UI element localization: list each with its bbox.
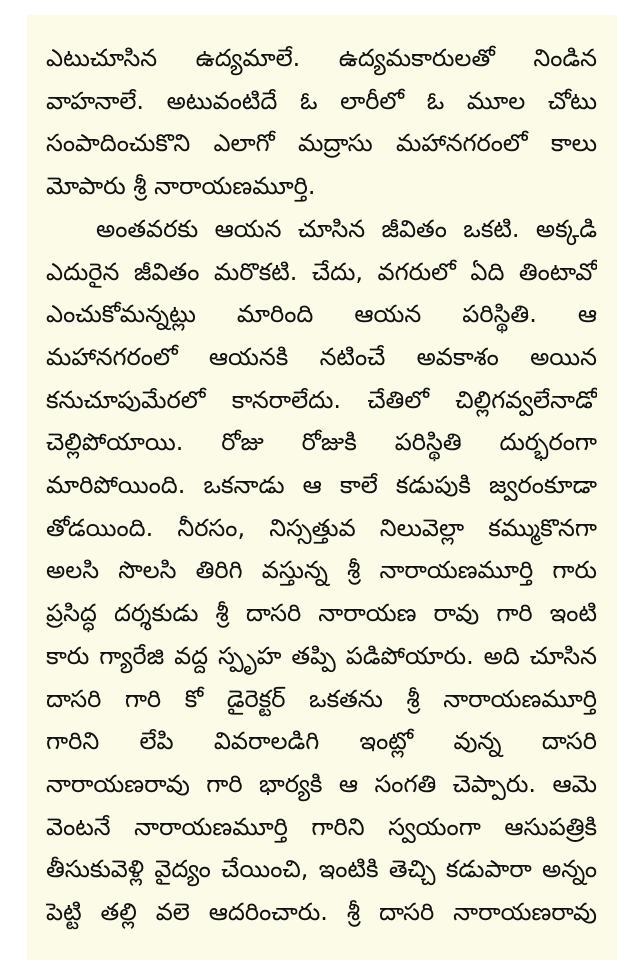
text-line: ఎంచుకోమన్నట్లు మారింది ఆయన పరిస్థితి. ఆ: [46, 300, 597, 329]
text-line: చెల్లిపోయాయి. రోజు రోజుకి పరిస్థితి దుర్భరంగా: [46, 428, 597, 457]
text-line: అంతవరకు ఆయన చూసిన జీవితం ఒకటి. అక్కడి: [96, 214, 597, 243]
text-line: తోడయింది. నీరసం, నిస్సత్తువ నిలువెల్లా కమ్ముకొనగా: [46, 513, 597, 542]
paragraph-1: [46, 37, 597, 208]
paragraph-2: [46, 208, 597, 934]
text-line: తీసుకువెళ్లి వైద్యం చేయించి, ఇంటికి తెచ్చి కడుపారా అన్నం: [46, 855, 597, 884]
text-line: కనుచూపుమేరలో కానరాలేదు. చేతిలో చిల్లిగవ్వలేనాడో: [46, 385, 597, 414]
text-line: మహానగరంలో ఆయనకి నటించే అవకాశం అయిన: [46, 342, 597, 371]
text-line: అలసి సొలసి తిరిగి వస్తున్న శ్రీ నారాయణమూర్తి గారు: [46, 556, 597, 585]
text-line: ప్రసిద్ధ దర్శకుడు శ్రీ దాసరి నారాయణ రావు గారి ఇంటి: [46, 599, 597, 628]
text-line: మోపారు శ్రీ నారాయణమూర్తి.: [46, 172, 316, 201]
text-line: వాహనాలే. అటువంటిదే ఓ లారీలో ఓ మూల చోటు: [46, 86, 597, 115]
text-line: పెట్టి తల్లి వలె ఆదరించారు. శ్రీ దాసరి నారాయణరావు: [46, 898, 597, 927]
text-line: నారాయణరావు గారి భార్యకి ఆ సంగతి చెప్పారు. ఆమె: [46, 769, 597, 798]
text-line: వెంటనే నారాయణమూర్తి గారిని స్వయంగా ఆసుపత్రికి: [46, 812, 597, 841]
text-line: గారిని లేపి వివరాలడిగి ఇంట్లో వున్న దాసరి: [46, 727, 597, 756]
text-line: మారిపోయింది. ఒకనాడు ఆ కాలే కడుపుకి జ్వరంకూడా: [46, 471, 597, 500]
text-line: కారు గ్యారేజి వద్ద స్పృహ తప్పి పడిపోయారు. అది చూసిన: [46, 641, 597, 670]
document-page: [27, 15, 617, 960]
text-line: ఎదురైన జీవితం మరొకటి. చేదు, వగరులో ఏది తింటావో: [46, 257, 597, 286]
text-line: ఎటుచూసిన ఉద్యమాలే. ఉద్యమకారులతో నిండిన: [46, 44, 597, 72]
text-line: దాసరి గారి కో డైరెక్టర్ ఒకతను శ్రీ నారాయణమూర్తి: [46, 684, 597, 713]
text-line: సంపాదించుకొని ఎలాగో మద్రాసు మహానగరంలో కాలు: [46, 129, 597, 158]
